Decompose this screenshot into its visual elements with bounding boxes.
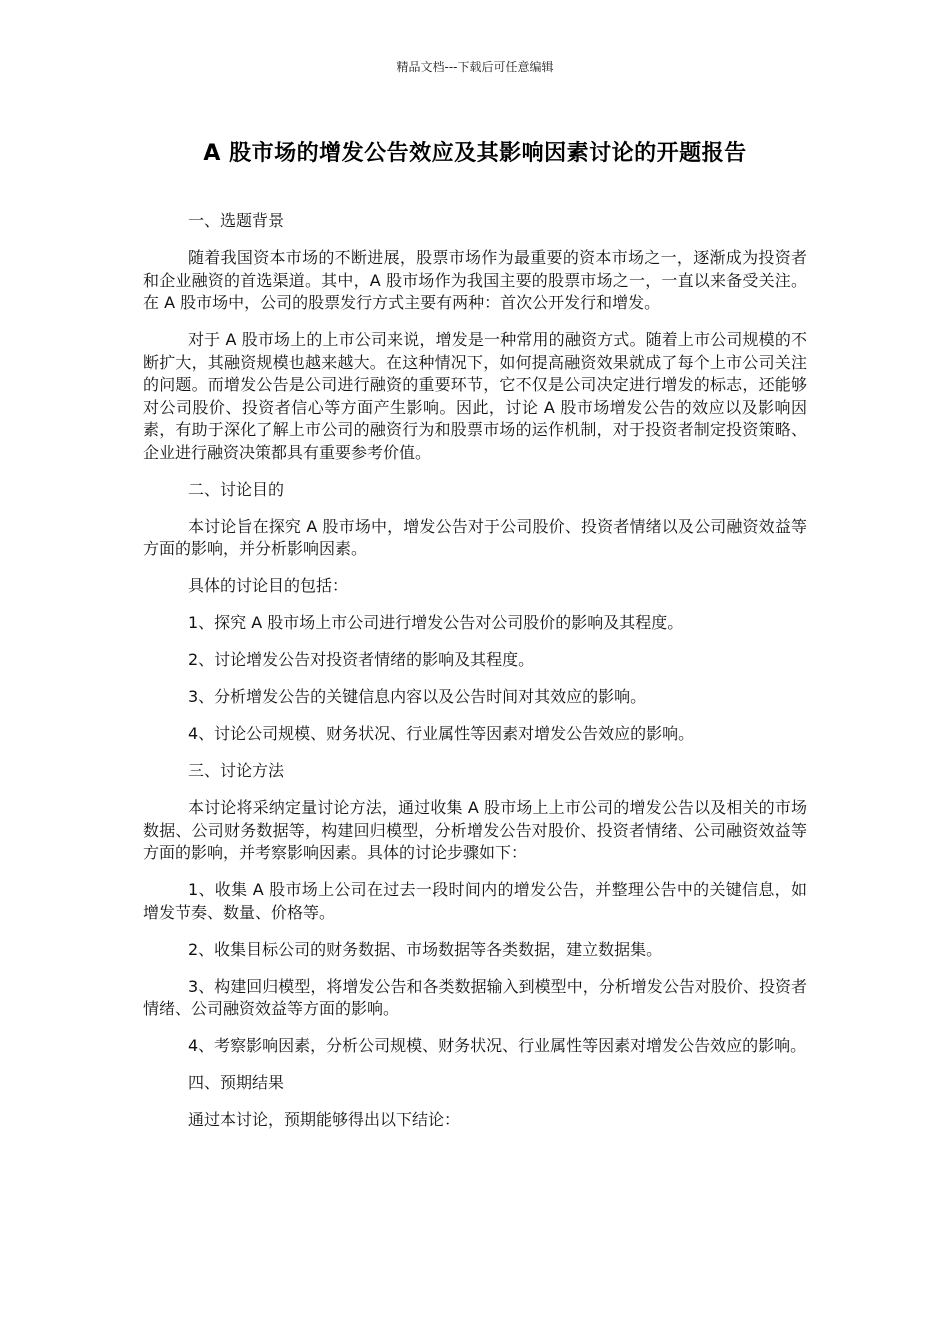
list-item: 1、收集 A 股市场上公司在过去一段时间内的增发公告，并整理公告中的关键信息，如增发节奏、数量、价格等。 xyxy=(143,880,807,922)
list-item: 2、收集目标公司的财务数据、市场数据等各类数据，建立数据集。 xyxy=(188,939,663,959)
list-item: 1、探究 A 股市场上市公司进行增发公告对公司股价的影响及其程度。 xyxy=(188,613,684,632)
paragraph: 本讨论将采纳定量讨论方法，通过收集 A 股市场上上市公司的增发公告以及相关的市场数据、公司财务数据等，构建回归模型，分析增发公告对股价、投资者情绪、公司融资效益等方面的影响，并考察影响因素。具体的讨论步骤如下： xyxy=(143,798,807,862)
document-body xyxy=(143,210,807,1146)
list-item: 2、讨论增发公告对投资者情绪的影响及其程度。 xyxy=(188,650,535,669)
list-item: 3、构建回归模型，将增发公告和各类数据输入到模型中，分析增发公告对股价、投资者情绪、公司融资效益等方面的影响。 xyxy=(143,976,807,1018)
paragraph: 随着我国资本市场的不断进展，股票市场作为最重要的资本市场之一，逐渐成为投资者和企业融资的首选渠道。其中，A 股市场作为我国主要的股票市场之一，一直以来备受关注。在 A 股市场中，公司的股票发行方式主要有两种：首次公开发行和增发。 xyxy=(143,248,807,312)
paragraph: 通过本讨论，预期能够得出以下结论： xyxy=(188,1110,461,1129)
paragraph: 本讨论旨在探究 A 股市场中，增发公告对于公司股价、投资者情绪以及公司融资效益等方面的影响，并分析影响因素。 xyxy=(143,516,807,558)
header-note: 精品文档---下载后可任意编辑 xyxy=(396,60,554,74)
section-heading-results: 四、预期结果 xyxy=(188,1073,285,1092)
list-item: 4、考察影响因素，分析公司规模、财务状况、行业属性等因素对增发公告效应的影响。 xyxy=(188,1036,807,1055)
list-item: 4、讨论公司规模、财务状况、行业属性等因素对增发公告效应的影响。 xyxy=(188,724,695,743)
paragraph: 具体的讨论目的包括： xyxy=(188,576,349,595)
paragraph: 对于 A 股市场上的上市公司来说，增发是一种常用的融资方式。随着上市公司规模的不断扩大，其融资规模也越来越大。在这种情况下，如何提高融资效果就成了每个上市公司关注的问题。而增发公告是公司进行融资的重要环节，它不仅是公司决定进行增发的标志，还能够对公司股价、投资者信心等方面产生影响。因此，讨论 A 股市场增发公告的效应以及影响因素，有助于深化了解上市公司的融资行为和股票市场的运作机制，对于投资者制定投资策略、企业进行融资决策都具有重要参考价值。 xyxy=(143,330,807,462)
section-heading-method: 三、讨论方法 xyxy=(188,761,285,780)
document-title: A 股市场的增发公告效应及其影响因素讨论的开题报告 xyxy=(203,141,747,166)
section-heading-purpose: 二、讨论目的 xyxy=(188,479,285,499)
list-item: 3、分析增发公告的关键信息内容以及公告时间对其效应的影响。 xyxy=(188,687,647,706)
section-heading-background: 一、选题背景 xyxy=(188,211,285,230)
